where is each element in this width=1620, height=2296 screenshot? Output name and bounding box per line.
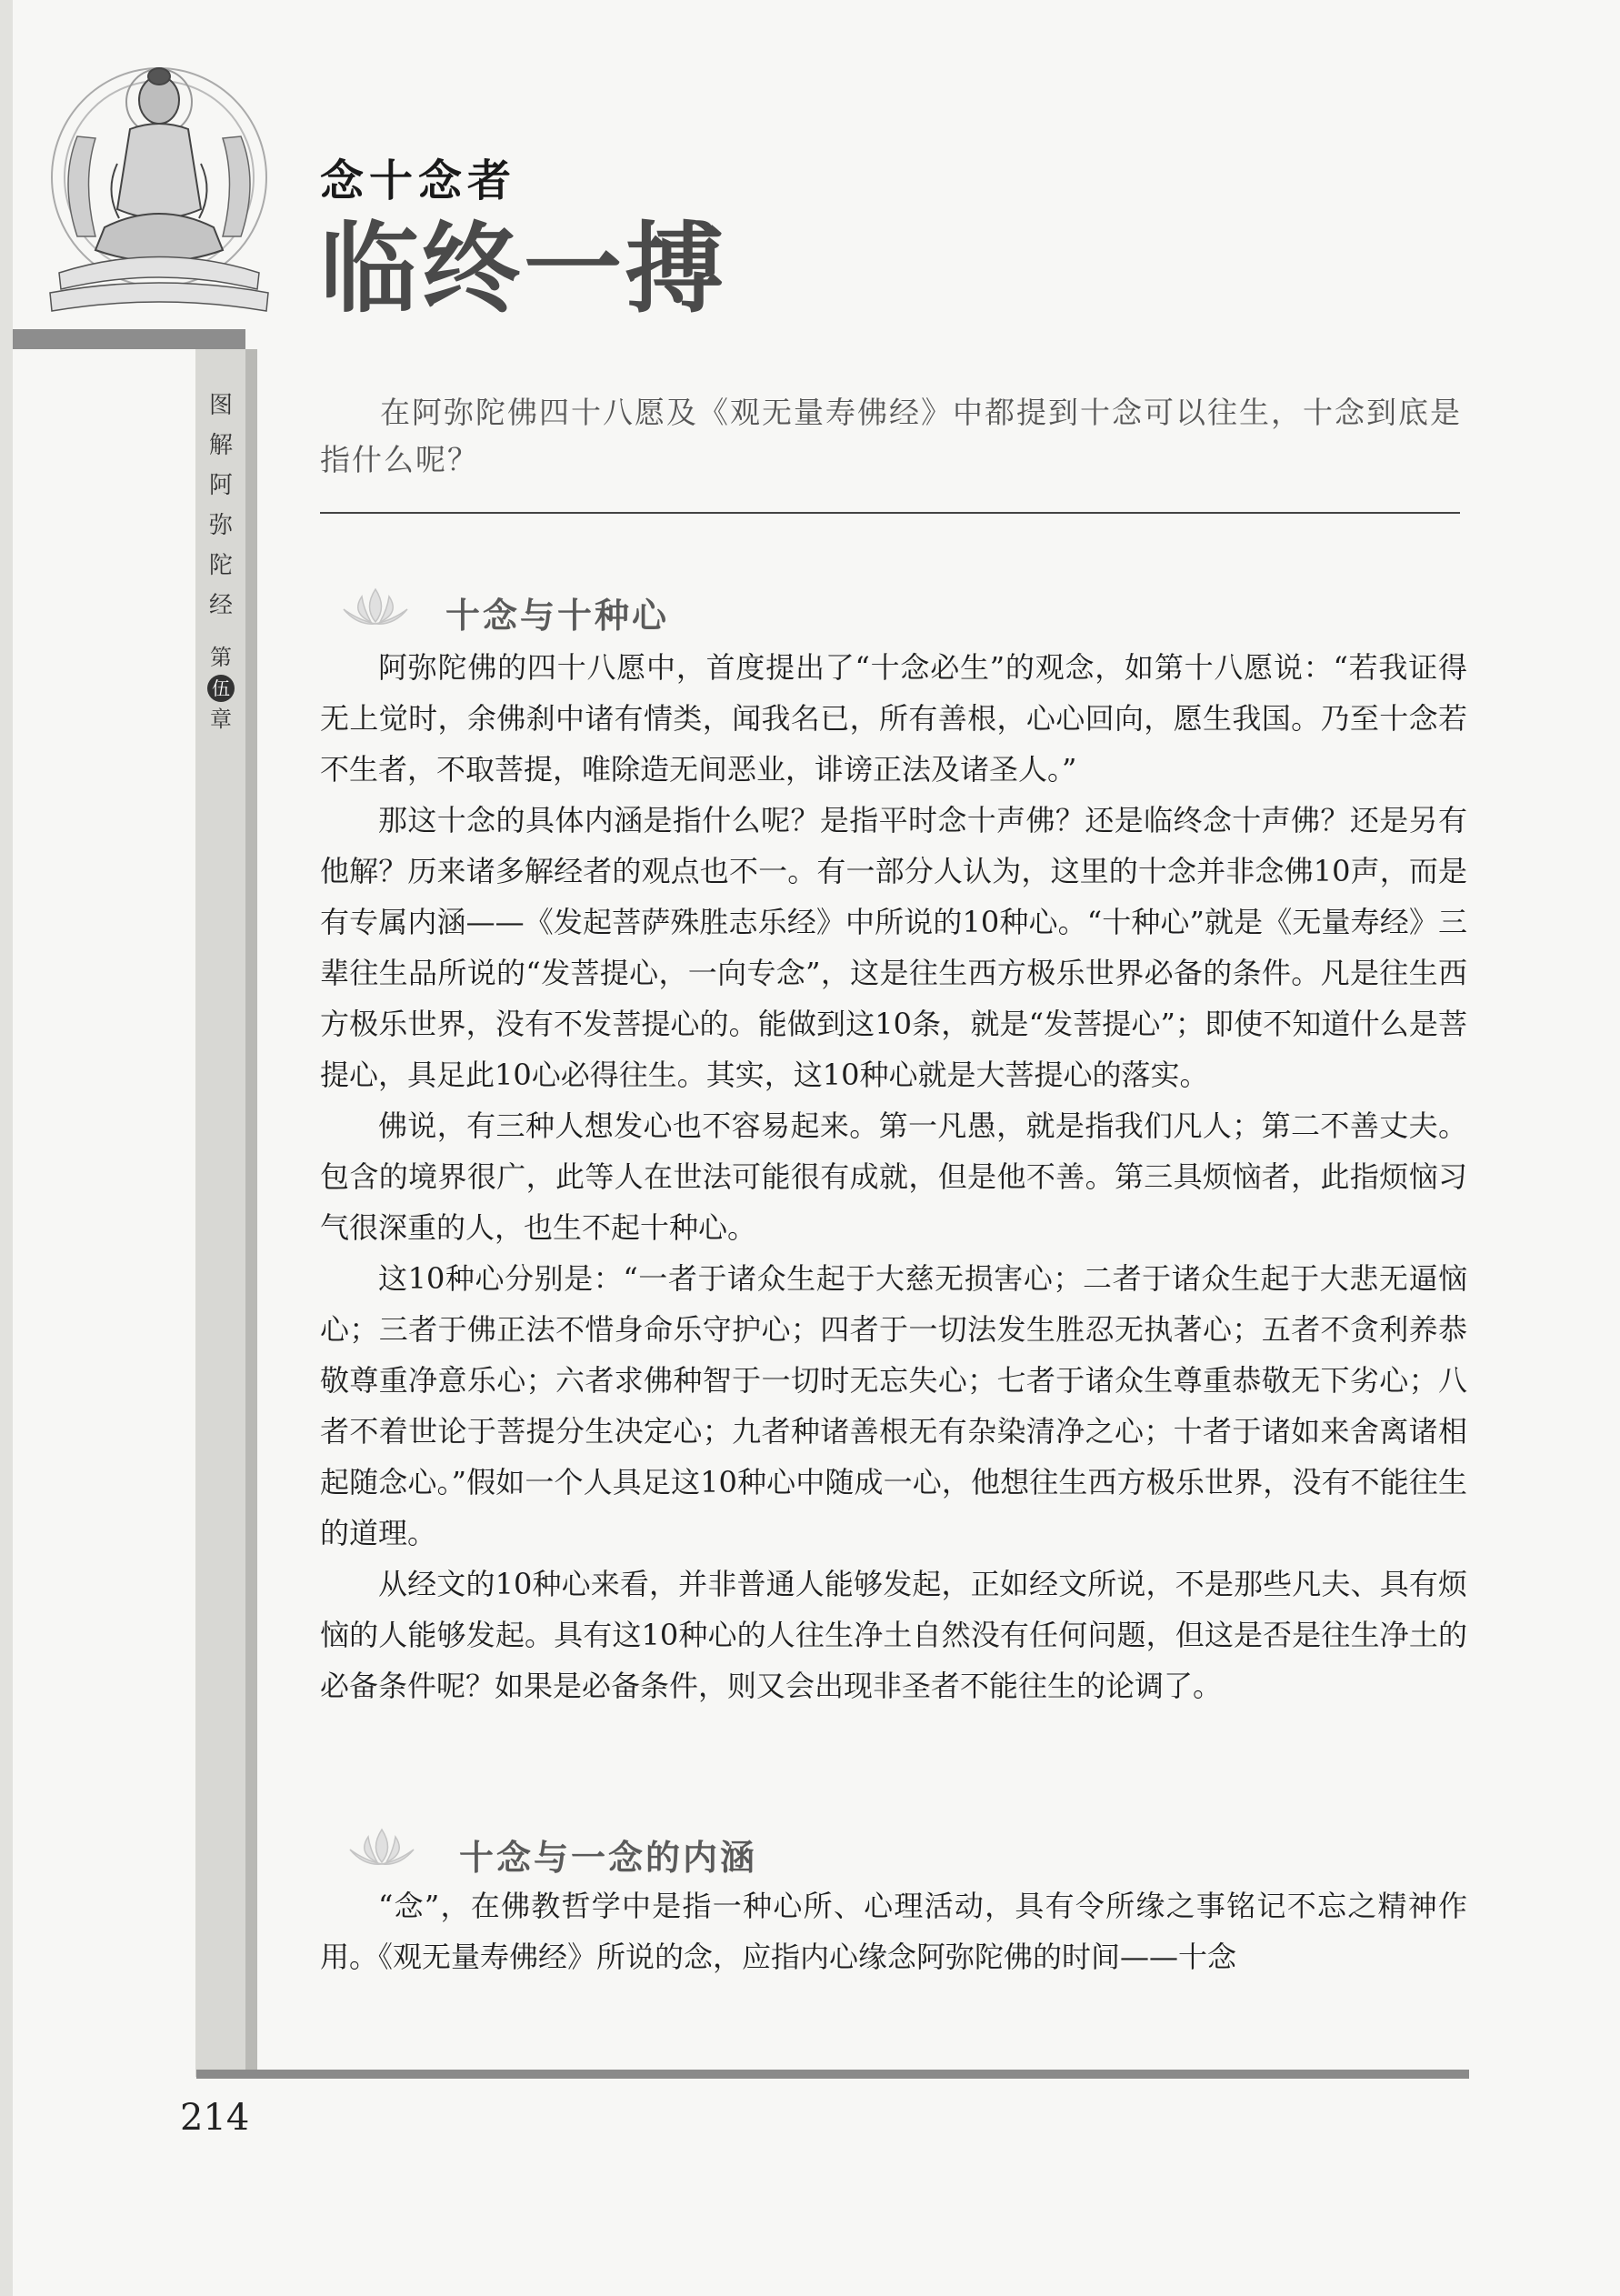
paragraph: 那这十念的具体内涵是指什么呢？是指平时念十声佛？还是临终念十声佛？还是另有他解？历来诸多解经者的观点也不一。有一部分人认为，这里的十念并非念佛10声，而是有专属内涵——《发起菩萨殊胜志乐经》中所说的10种心。“十种心”就是《无量寿经》三辈往生品所说的“发菩提心，一向专念”，这是往生西方极乐世界必备的条件。凡是往生西方极乐世界，没有不发菩提心的。能做到这10条，就是“发菩提心”；即使不知道什么是菩提心，具足此10心必得往生。其实，这10种心就是大菩提心的落实。 [320,803,1467,1092]
divider [320,512,1460,514]
book-title-char: 经 [208,592,233,619]
book-title-char: 陀 [208,552,233,579]
section-body-ten-and-one [320,1880,1467,1982]
paragraph: 佛说，有三种人想发心也不容易起来。第一凡愚，就是指我们凡人；第二不善丈夫。包含的境界很广，此等人在世法可能很有成就，但是他不善。第三具烦恼者，此指烦恼习气很深重的人，也生不起十种心。 [320,1108,1467,1245]
book-title-char: 阿 [208,472,233,499]
chapter-number-badge: 伍 [207,675,235,702]
book-title-char: 解 [208,432,233,459]
buddha-illustration-icon [41,55,277,318]
chapter-suffix: 章 [210,707,232,732]
lotus-icon [325,582,425,627]
paragraph: 这10种心分别是：“一者于诸众生起于大慈无损害心；二者于诸众生起于大悲无逼恼心；三者于佛正法不惜身命乐守护心；四者于一切法发生胜忍无执著心；五者不贪利养恭敬尊重净意乐心；六者求佛种智于一切时无忘失心；七者于诸众生尊重恭敬无下劣心；八者不着世论于菩提分生决定心；九者种诸善根无有杂染清净之心；十者于诸如来舍离诸相起随念心。”假如一个人具足这10种心中随成一心，他想往生西方极乐世界，没有不能往生的道理。 [320,1261,1467,1550]
sidebar-edge [245,349,257,2077]
book-title-char: 图 [208,392,233,419]
book-title-char: 弥 [208,512,233,539]
page-edge [0,0,13,2296]
footer-band [196,2070,1469,2079]
book-title-vertical [195,386,246,626]
section-body-ten-minds [320,642,1467,1711]
page-title: 临终一搏 [320,212,728,326]
page-number: 214 [180,2097,250,2139]
lotus-icon [332,1822,432,1868]
paragraph: “念”，在佛教哲学中是指一种心所、心理活动，具有令所缘之事铭记不忘之精神作用。《观无量寿佛经》所说的念，应指内心缘念阿弥陀佛的时间——十念 [320,1889,1467,1974]
section-heading-ten-and-one: 十念与一念的内涵 [459,1838,758,1878]
header-band [13,329,245,349]
chapter-label [195,642,246,735]
intro-text: 在阿弥陀佛四十八愿及《观无量寿佛经》中都提到十念可以往生，十念到底是指什么呢？ [320,395,1462,477]
pre-title: 念十念者 [320,155,517,206]
chapter-prefix: 第 [210,645,232,670]
section-heading-ten-minds: 十念与十种心 [445,596,670,636]
paragraph: 从经文的10种心来看，并非普通人能够发起，正如经文所说，不是那些凡夫、具有烦恼的人能够发起。具有这10种心的人往生净土自然没有任何问题，但这是否是往生净土的必备条件呢？如果是必备条件，则又会出现非圣者不能往生的论调了。 [320,1567,1467,1703]
paragraph: 阿弥陀佛的四十八愿中，首度提出了“十念必生”的观念，如第十八愿说：“若我证得无上觉时，余佛刹中诸有情类，闻我名已，所有善根，心心回向，愿生我国。乃至十念若不生者，不取菩提，唯除造无间恶业，诽谤正法及诸圣人。” [320,650,1467,787]
